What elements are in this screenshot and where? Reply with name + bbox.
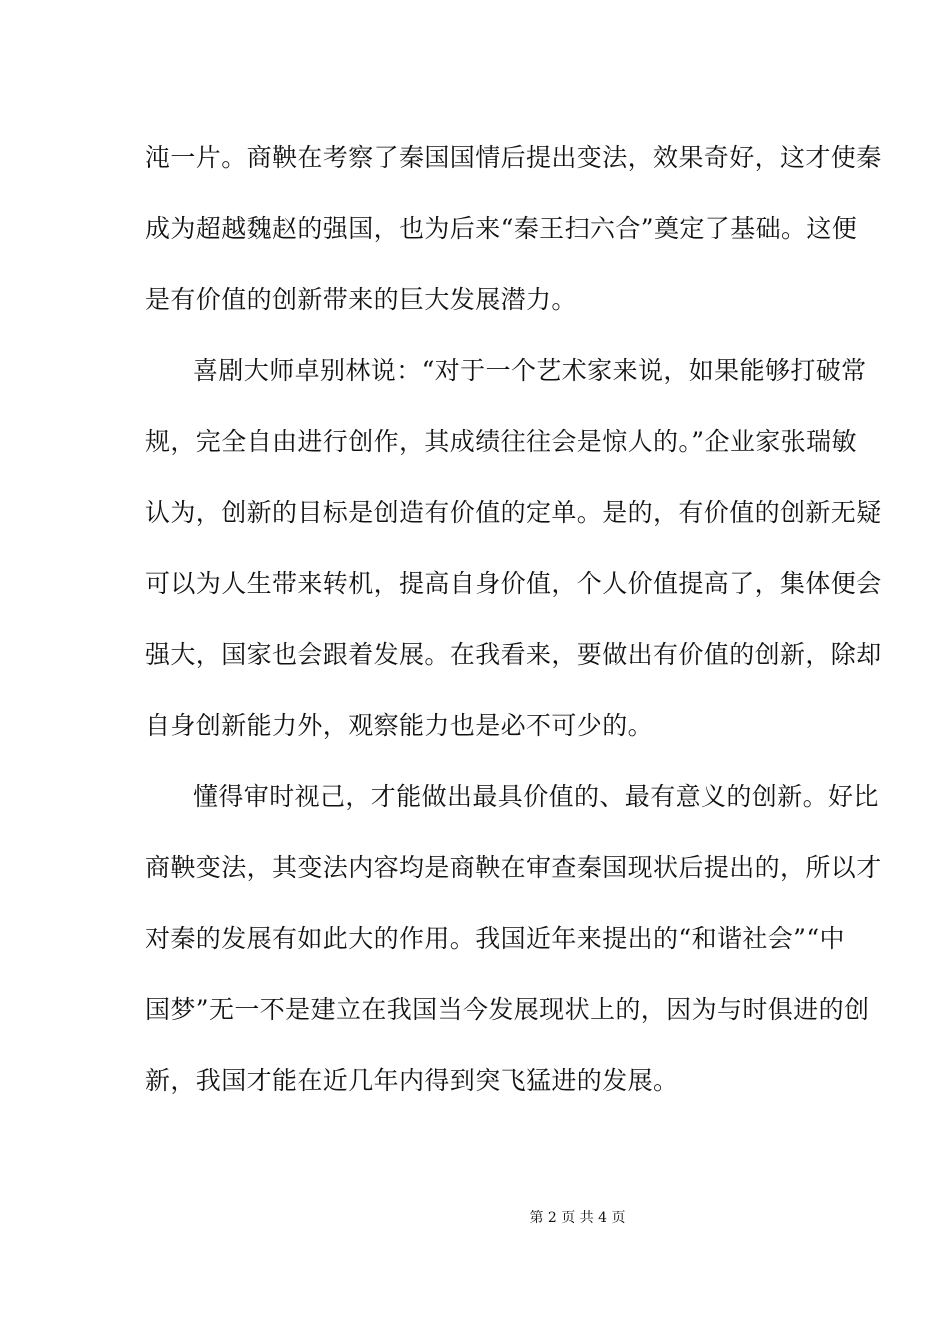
text-line: 沌一片。商鞅在考察了秦国国情后提出变法，效果奇好，这才使秦 (145, 143, 882, 172)
text-line: 喜剧大师卓别林说：“对于一个艺术家来说，如果能够打破常 (193, 356, 867, 385)
text-line: 是有价值的创新带来的巨大发展潜力。 (145, 285, 577, 314)
text-line: 规，完全自由进行创作，其成绩往往会是惊人的。”企业家张瑞敏 (145, 427, 857, 456)
text-line: 强大，国家也会跟着发展。在我看来，要做出有价值的创新，除却 (145, 640, 882, 669)
text-line: 认为，创新的目标是创造有价值的定单。是的，有价值的创新无疑 (145, 498, 882, 527)
text-line: 对秦的发展有如此大的作用。我国近年来提出的“和谐社会”“中 (145, 924, 845, 953)
text-line: 成为超越魏赵的强国，也为后来“秦王扫六合”奠定了基础。这便 (145, 214, 858, 243)
text-line: 懂得审时视己，才能做出最具价值的、最有意义的创新。好比 (193, 782, 879, 811)
text-line: 可以为人生带来转机，提高自身价值，个人价值提高了，集体便会 (145, 569, 882, 598)
text-line: 商鞅变法，其变法内容均是商鞅在审查秦国现状后提出的，所以才 (145, 853, 882, 882)
page-footer: 第 2 页 共 4 页 (529, 1210, 626, 1226)
text-line: 自身创新能力外，观察能力也是必不可少的。 (145, 711, 654, 740)
text-line: 新，我国才能在近几年内得到突飞猛进的发展。 (145, 1066, 679, 1095)
text-line: 国梦”无一不是建立在我国当今发展现状上的，因为与时俱进的创 (145, 995, 870, 1024)
